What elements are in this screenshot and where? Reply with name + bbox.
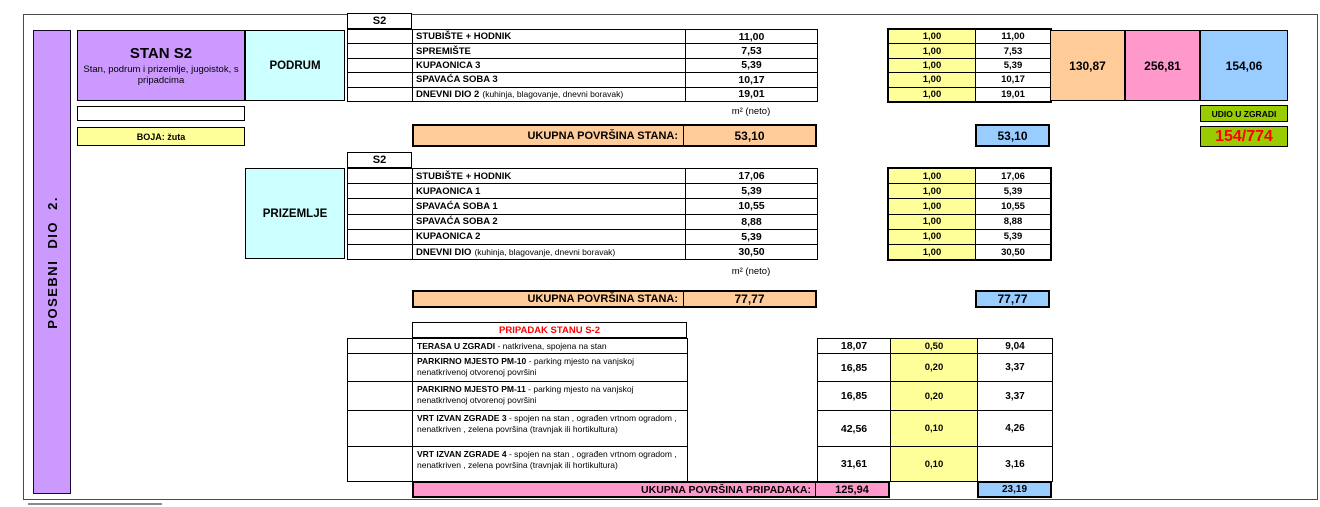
room-area-cell[interactable]: 17,06	[686, 169, 818, 184]
spacer-cell[interactable]	[348, 59, 413, 73]
room-rows-podrum	[347, 29, 818, 102]
room-name: DNEVNI DIO	[416, 246, 472, 258]
pripadak-area-cell[interactable]: 42,56	[818, 411, 891, 447]
coef-row	[889, 199, 1051, 214]
coef-cell[interactable]: 1,00	[889, 230, 976, 245]
room-area-cell[interactable]: 19,01	[686, 88, 818, 102]
spacer-cell[interactable]	[348, 382, 413, 411]
room-row	[348, 230, 818, 245]
room-name-cell[interactable]	[413, 59, 686, 73]
bottom-stub-line	[28, 503, 162, 505]
empty-note-cell[interactable]	[77, 106, 245, 121]
result-cell[interactable]: 17,06	[976, 169, 1051, 184]
total-result-prizemlje[interactable]: 77,77	[975, 290, 1050, 308]
pripadak-desc: - parking mjesto na vanjskoj nenatkrivenoj otvorenoj površini	[417, 384, 634, 406]
result-cell[interactable]: 30,50	[976, 245, 1051, 260]
coef-row	[889, 59, 1051, 73]
spacer-cell[interactable]	[348, 230, 413, 245]
pripadak-row	[348, 382, 688, 411]
summary-value-blue[interactable]: 154,06	[1200, 30, 1288, 101]
room-name-cell[interactable]	[413, 44, 686, 58]
coef-cell[interactable]: 1,00	[889, 245, 976, 260]
room-row	[348, 59, 818, 73]
floor-cell-podrum[interactable]	[245, 30, 345, 101]
spacer-cell[interactable]	[348, 339, 413, 354]
room-area-cell[interactable]: 30,50	[686, 245, 818, 260]
spacer-cell[interactable]	[348, 215, 413, 230]
pripadak-coef-cell[interactable]: 0,20	[891, 354, 978, 382]
pripadak-value-row	[818, 339, 1053, 354]
m2-neto-note-podrum: m² (neto)	[731, 105, 771, 117]
coef-row	[889, 30, 1051, 44]
pripadak-name: PARKIRNO MJESTO PM-11	[417, 384, 526, 394]
coef-row	[889, 184, 1051, 199]
spacer-cell[interactable]	[348, 199, 413, 214]
pripadak-value-row	[818, 447, 1053, 482]
coef-cell[interactable]: 1,00	[889, 44, 976, 58]
room-area-cell[interactable]: 8,88	[686, 215, 818, 230]
room-name: KUPAONICA 3	[416, 59, 481, 71]
total-area-value[interactable]: 53,10	[683, 126, 815, 145]
pripadak-name-cell[interactable]	[413, 382, 688, 411]
s2-label: S2	[372, 15, 387, 27]
spacer-cell[interactable]	[348, 88, 413, 102]
coef-cell[interactable]: 1,00	[889, 169, 976, 184]
spacer-cell[interactable]	[348, 245, 413, 260]
room-area-cell[interactable]: 11,00	[686, 30, 818, 44]
room-name: SPAVAĆA SOBA 1	[416, 200, 498, 212]
pripadak-result-cell[interactable]: 3,37	[978, 354, 1053, 382]
m2-neto-note-prizemlje: m² (neto)	[731, 265, 771, 277]
udio-u-zgradi-value[interactable]: 154/774	[1200, 126, 1288, 147]
pripadak-coef-cell[interactable]: 0,10	[891, 411, 978, 447]
coef-row	[889, 215, 1051, 230]
total-area-value[interactable]: 77,77	[683, 292, 815, 306]
pripadak-value-row	[818, 354, 1053, 382]
pripadak-row	[348, 339, 688, 354]
result-cell[interactable]: 5,39	[976, 184, 1051, 199]
pripadak-desc: - parking mjesto na vanjskoj nenatkrivenoj otvorenoj površini	[417, 356, 634, 378]
room-rows-prizemlje	[347, 168, 818, 260]
room-row	[348, 44, 818, 58]
room-name-cell[interactable]	[413, 73, 686, 87]
room-name: DNEVNI DIO 2	[416, 88, 480, 100]
room-note: (kuhinja, blagovanje, dnevni boravak)	[482, 89, 624, 100]
room-row	[348, 73, 818, 87]
room-area-cell[interactable]: 7,53	[686, 44, 818, 58]
summary-value-orange[interactable]: 130,87	[1050, 30, 1125, 101]
room-area-cell[interactable]: 10,17	[686, 73, 818, 87]
pripadak-row	[348, 447, 688, 482]
udio-u-zgradi-label[interactable]: UDIO U ZGRADI	[1200, 105, 1288, 122]
pripadak-area-cell[interactable]: 16,85	[818, 354, 891, 382]
stan-subtitle: Stan, podrum i prizemlje, jugoistok, s pripadcima	[83, 63, 239, 86]
pripadak-area-cell[interactable]: 16,85	[818, 382, 891, 411]
room-area-cell[interactable]: 5,39	[686, 59, 818, 73]
coef-cell[interactable]: 1,00	[889, 184, 976, 199]
posebni-dio-label: POSEBNI DIO 2.	[44, 195, 60, 329]
coef-row	[889, 88, 1051, 102]
pripadak-coef-cell[interactable]: 0,20	[891, 382, 978, 411]
pripadak-name-cell[interactable]	[413, 411, 688, 447]
room-area-cell[interactable]: 10,55	[686, 199, 818, 214]
summary-value-pink[interactable]: 256,81	[1125, 30, 1200, 101]
coef-row	[889, 245, 1051, 260]
room-row	[348, 215, 818, 230]
result-cell[interactable]: 10,17	[976, 73, 1051, 87]
pripadak-name-cell[interactable]	[413, 447, 688, 482]
pripadak-total-bar[interactable]	[412, 481, 890, 498]
s2-column-header-podrum[interactable]	[347, 13, 412, 29]
room-name-cell[interactable]	[413, 199, 686, 214]
pripadak-name: TERASA U ZGRADI	[417, 341, 496, 351]
floor-cell-prizemlje[interactable]	[245, 168, 345, 259]
spacer-cell[interactable]	[348, 354, 413, 382]
spacer-cell[interactable]	[348, 447, 413, 482]
coef-row	[889, 230, 1051, 245]
room-name-cell[interactable]	[413, 245, 686, 260]
coef-cell[interactable]: 1,00	[889, 215, 976, 230]
pripadak-row	[348, 354, 688, 382]
pripadak-coef-cell[interactable]: 0,50	[891, 339, 978, 354]
pripadak-coef-cell[interactable]: 0,10	[891, 447, 978, 482]
pripadak-area-cell[interactable]: 31,61	[818, 447, 891, 482]
result-cell[interactable]: 10,55	[976, 199, 1051, 214]
pripadak-total-result[interactable]: 23,19	[977, 481, 1052, 498]
coef-rows-podrum	[888, 29, 1051, 102]
room-note: (kuhinja, blagovanje, dnevni boravak)	[474, 247, 616, 258]
coef-cell[interactable]: 1,00	[889, 30, 976, 44]
spacer-cell[interactable]	[348, 44, 413, 58]
room-name-cell[interactable]	[413, 88, 686, 102]
result-cell[interactable]: 8,88	[976, 215, 1051, 230]
room-name: SPAVAĆA SOBA 3	[416, 74, 498, 86]
pripadak-rows-labels	[347, 338, 688, 482]
spacer-cell[interactable]	[348, 184, 413, 199]
pripadak-desc: - natkrivena, spojena na stan	[495, 341, 607, 351]
room-area-cell[interactable]: 5,39	[686, 230, 818, 245]
room-name-cell[interactable]	[413, 184, 686, 199]
pripadak-header[interactable]: PRIPADAK STANU S-2	[412, 322, 687, 338]
s2-label: S2	[372, 154, 387, 166]
pripadak-area-cell[interactable]: 18,07	[818, 339, 891, 354]
coef-row	[889, 44, 1051, 58]
room-name-cell[interactable]	[413, 30, 686, 44]
pripadak-result-cell[interactable]: 3,37	[978, 382, 1053, 411]
pripadak-name-cell[interactable]	[413, 339, 688, 354]
pripadak-total-area[interactable]: 125,94	[815, 483, 888, 496]
pripadak-value-row	[818, 382, 1053, 411]
pripadak-result-cell[interactable]: 3,16	[978, 447, 1053, 482]
floor-label-podrum: PODRUM	[269, 59, 321, 72]
room-row	[348, 199, 818, 214]
stan-title-cell[interactable]	[77, 30, 245, 101]
coef-row	[889, 169, 1051, 184]
coef-cell[interactable]: 1,00	[889, 199, 976, 214]
coef-row	[889, 73, 1051, 87]
coef-cell[interactable]: 1,00	[889, 59, 976, 73]
room-name: KUPAONICA 2	[416, 231, 481, 243]
room-area-cell[interactable]: 5,39	[686, 184, 818, 199]
pripadak-name: PARKIRNO MJESTO PM-10	[417, 356, 527, 366]
room-row	[348, 88, 818, 102]
spacer-cell[interactable]	[348, 73, 413, 87]
pripadak-value-row	[818, 411, 1053, 447]
pripadak-desc: - spojen na stan , ograđen vrtnom ogradom , nenatkriven , zelena površina (travnjak ili hortikultura)	[417, 449, 677, 471]
total-bar-podrum[interactable]	[412, 124, 817, 147]
pripadak-result-cell[interactable]: 9,04	[978, 339, 1053, 354]
pripadak-name: VRT IZVAN ZGRADE 4	[417, 449, 507, 459]
room-name-cell[interactable]	[413, 215, 686, 230]
room-row	[348, 245, 818, 260]
pripadak-rows-values	[817, 338, 1053, 482]
spacer-cell[interactable]	[348, 30, 413, 44]
floor-label-prizemlje: PRIZEMLJE	[262, 207, 328, 220]
pripadak-name: VRT IZVAN ZGRADE 3	[417, 413, 507, 423]
coef-rows-prizemlje	[888, 168, 1051, 260]
result-cell[interactable]: 19,01	[976, 88, 1051, 102]
pripadak-result-cell[interactable]: 4,26	[978, 411, 1053, 447]
spacer-cell[interactable]	[348, 169, 413, 184]
result-cell[interactable]: 5,39	[976, 59, 1051, 73]
room-name-cell[interactable]	[413, 230, 686, 245]
stan-title: STAN S2	[129, 44, 193, 62]
pripadak-row	[348, 411, 688, 447]
total-label: UKUPNA POVRŠINA STANA:	[527, 129, 678, 142]
total-bar-prizemlje[interactable]	[412, 290, 817, 308]
room-row	[348, 184, 818, 199]
pripadak-total-label: UKUPNA POVRŠINA PRIPADAKA:	[641, 483, 811, 496]
result-cell[interactable]: 5,39	[976, 230, 1051, 245]
room-row	[348, 30, 818, 44]
total-label: UKUPNA POVRŠINA STANA:	[527, 293, 678, 305]
result-cell[interactable]: 7,53	[976, 44, 1051, 58]
boja-label: BOJA: žuta	[136, 131, 186, 142]
result-cell[interactable]: 11,00	[976, 30, 1051, 44]
coef-cell[interactable]: 1,00	[889, 88, 976, 102]
room-name: KUPAONICA 1	[416, 185, 481, 197]
total-result-podrum[interactable]: 53,10	[975, 124, 1050, 147]
pripadak-desc: - spojen na stan , ograđen vrtnom ogradom , nenatkriven , zelena površina (travnjak ili hortikultura)	[417, 413, 677, 435]
room-name: SPREMIŠTE	[416, 45, 471, 57]
s2-column-header-prizemlje[interactable]	[347, 152, 412, 168]
coef-cell[interactable]: 1,00	[889, 73, 976, 87]
room-row	[348, 169, 818, 184]
boja-cell[interactable]	[77, 127, 245, 146]
room-name: SPAVAĆA SOBA 2	[416, 216, 498, 228]
pripadak-name-cell[interactable]	[413, 354, 688, 382]
room-name: STUBIŠTE + HODNIK	[416, 170, 512, 182]
room-name: STUBIŠTE + HODNIK	[416, 31, 512, 43]
spacer-cell[interactable]	[348, 411, 413, 447]
room-name-cell[interactable]	[413, 169, 686, 184]
posebni-dio-bar[interactable]	[33, 30, 71, 494]
